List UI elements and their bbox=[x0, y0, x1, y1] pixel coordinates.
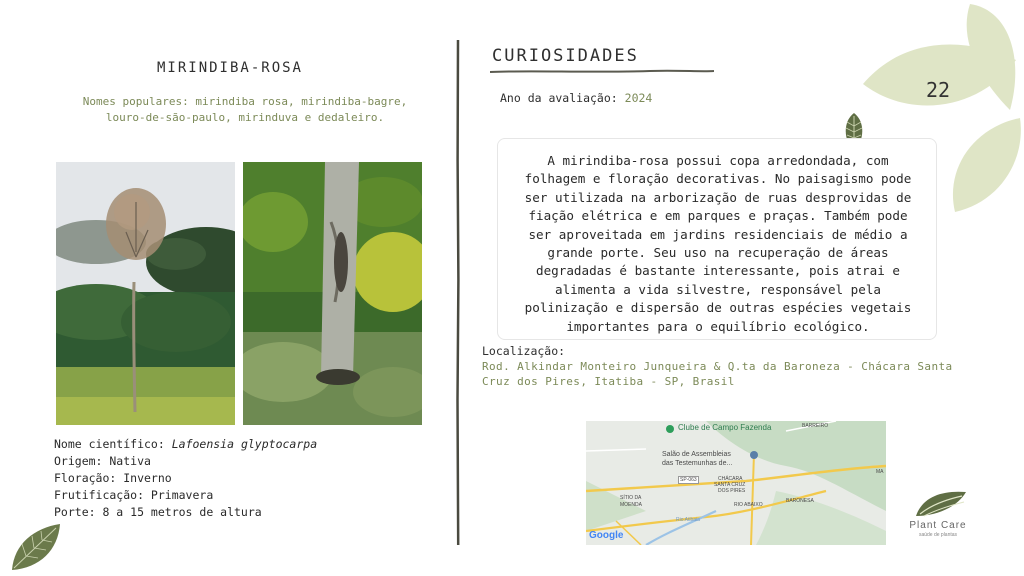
text-line: degradadas é bastante interessante, pois atrai e bbox=[536, 263, 900, 279]
text-line: fiação elétrica e em parques e praças. Também pode bbox=[528, 208, 908, 224]
popular-names bbox=[60, 94, 430, 126]
heading-underline bbox=[490, 68, 714, 76]
year-label: Ano da avaliação: bbox=[500, 91, 618, 105]
plant-facts bbox=[54, 436, 317, 521]
size-row: Porte: 8 a 15 metros de altura bbox=[54, 505, 262, 519]
logo-tagline: saúde de plantas bbox=[918, 532, 958, 538]
google-logo: Google bbox=[589, 530, 624, 541]
map-label: das Testemunhas de... bbox=[662, 460, 733, 467]
text-line: ser aproveitada em jardins residenciais de médio a bbox=[528, 226, 908, 242]
map-label: BARONESA bbox=[786, 498, 814, 504]
address-line: Cruz dos Pires, Itatiba - SP, Brasil bbox=[482, 375, 735, 388]
text-line: importantes para o equilíbrio ecológico. bbox=[566, 318, 870, 334]
map-label: SÍTIO DA bbox=[620, 495, 642, 501]
column-divider bbox=[456, 40, 460, 545]
location-map[interactable] bbox=[586, 421, 886, 545]
page-number: 22 bbox=[925, 78, 951, 102]
map-label: MOENDA bbox=[620, 502, 642, 508]
logo-name: Plant Care bbox=[909, 520, 967, 531]
text-line: folhagem e floração decorativas. No paisagismo pode bbox=[524, 171, 912, 187]
plant-name: MIRINDIBA-ROSA bbox=[156, 60, 303, 76]
evaluation-year bbox=[500, 91, 652, 105]
leaf-icon bbox=[8, 522, 62, 574]
tree-photo bbox=[56, 162, 235, 425]
map-label: Clube de Campo Fazenda bbox=[678, 423, 772, 432]
text-line: polinização e dispersão de outras espécies vegetais bbox=[524, 300, 912, 316]
text-line: alimenta a vida silvestre, responsável pela bbox=[554, 281, 882, 297]
text-line: A mirindiba-rosa possui copa arredondada, com bbox=[547, 153, 889, 168]
map-label: CHÁCARA bbox=[718, 476, 743, 482]
popular-names-line: Nomes populares: mirindiba rosa, mirindiba-bagre, bbox=[82, 95, 408, 108]
plant-care-logo-icon bbox=[914, 488, 968, 518]
map-label: DOS PIRES bbox=[718, 488, 746, 494]
curiosities-text bbox=[508, 152, 928, 336]
popular-names-line: louro-de-são-paulo, mirinduva e dedaleiro. bbox=[105, 111, 385, 124]
scientific-name-label: Nome científico: bbox=[54, 437, 165, 451]
text-line: grande porte. Seu uso na recuperação de áreas bbox=[547, 245, 889, 261]
location-address bbox=[482, 359, 962, 389]
scientific-name-value: Lafoensia glyptocarpa bbox=[171, 437, 318, 451]
trunk-photo bbox=[243, 162, 422, 425]
map-label: BARREIRO bbox=[802, 423, 829, 429]
text-line: ser utilizada na arborização de ruas desprovidas de bbox=[524, 189, 912, 205]
location-label: Localização: bbox=[482, 344, 566, 358]
map-label: SP-063 bbox=[680, 477, 697, 483]
map-label: MA bbox=[876, 469, 884, 475]
map-label: Rio Atibaia bbox=[676, 517, 700, 523]
flowering-row: Floração: Inverno bbox=[54, 471, 172, 485]
fruiting-row: Frutificação: Primavera bbox=[54, 488, 214, 502]
map-label: SANTA CRUZ bbox=[714, 482, 746, 488]
map-label: RIO ABAIXO bbox=[734, 502, 763, 508]
address-line: Rod. Alkindar Monteiro Junqueira & Q.ta da Baroneza - Chácara Santa bbox=[482, 360, 953, 373]
map-label: Salão de Assembleias bbox=[662, 451, 731, 458]
origin-row: Origem: Nativa bbox=[54, 454, 151, 468]
scientific-name-row bbox=[54, 436, 317, 453]
curiosities-heading: CURIOSIDADES bbox=[492, 46, 639, 66]
year-value: 2024 bbox=[624, 91, 653, 105]
